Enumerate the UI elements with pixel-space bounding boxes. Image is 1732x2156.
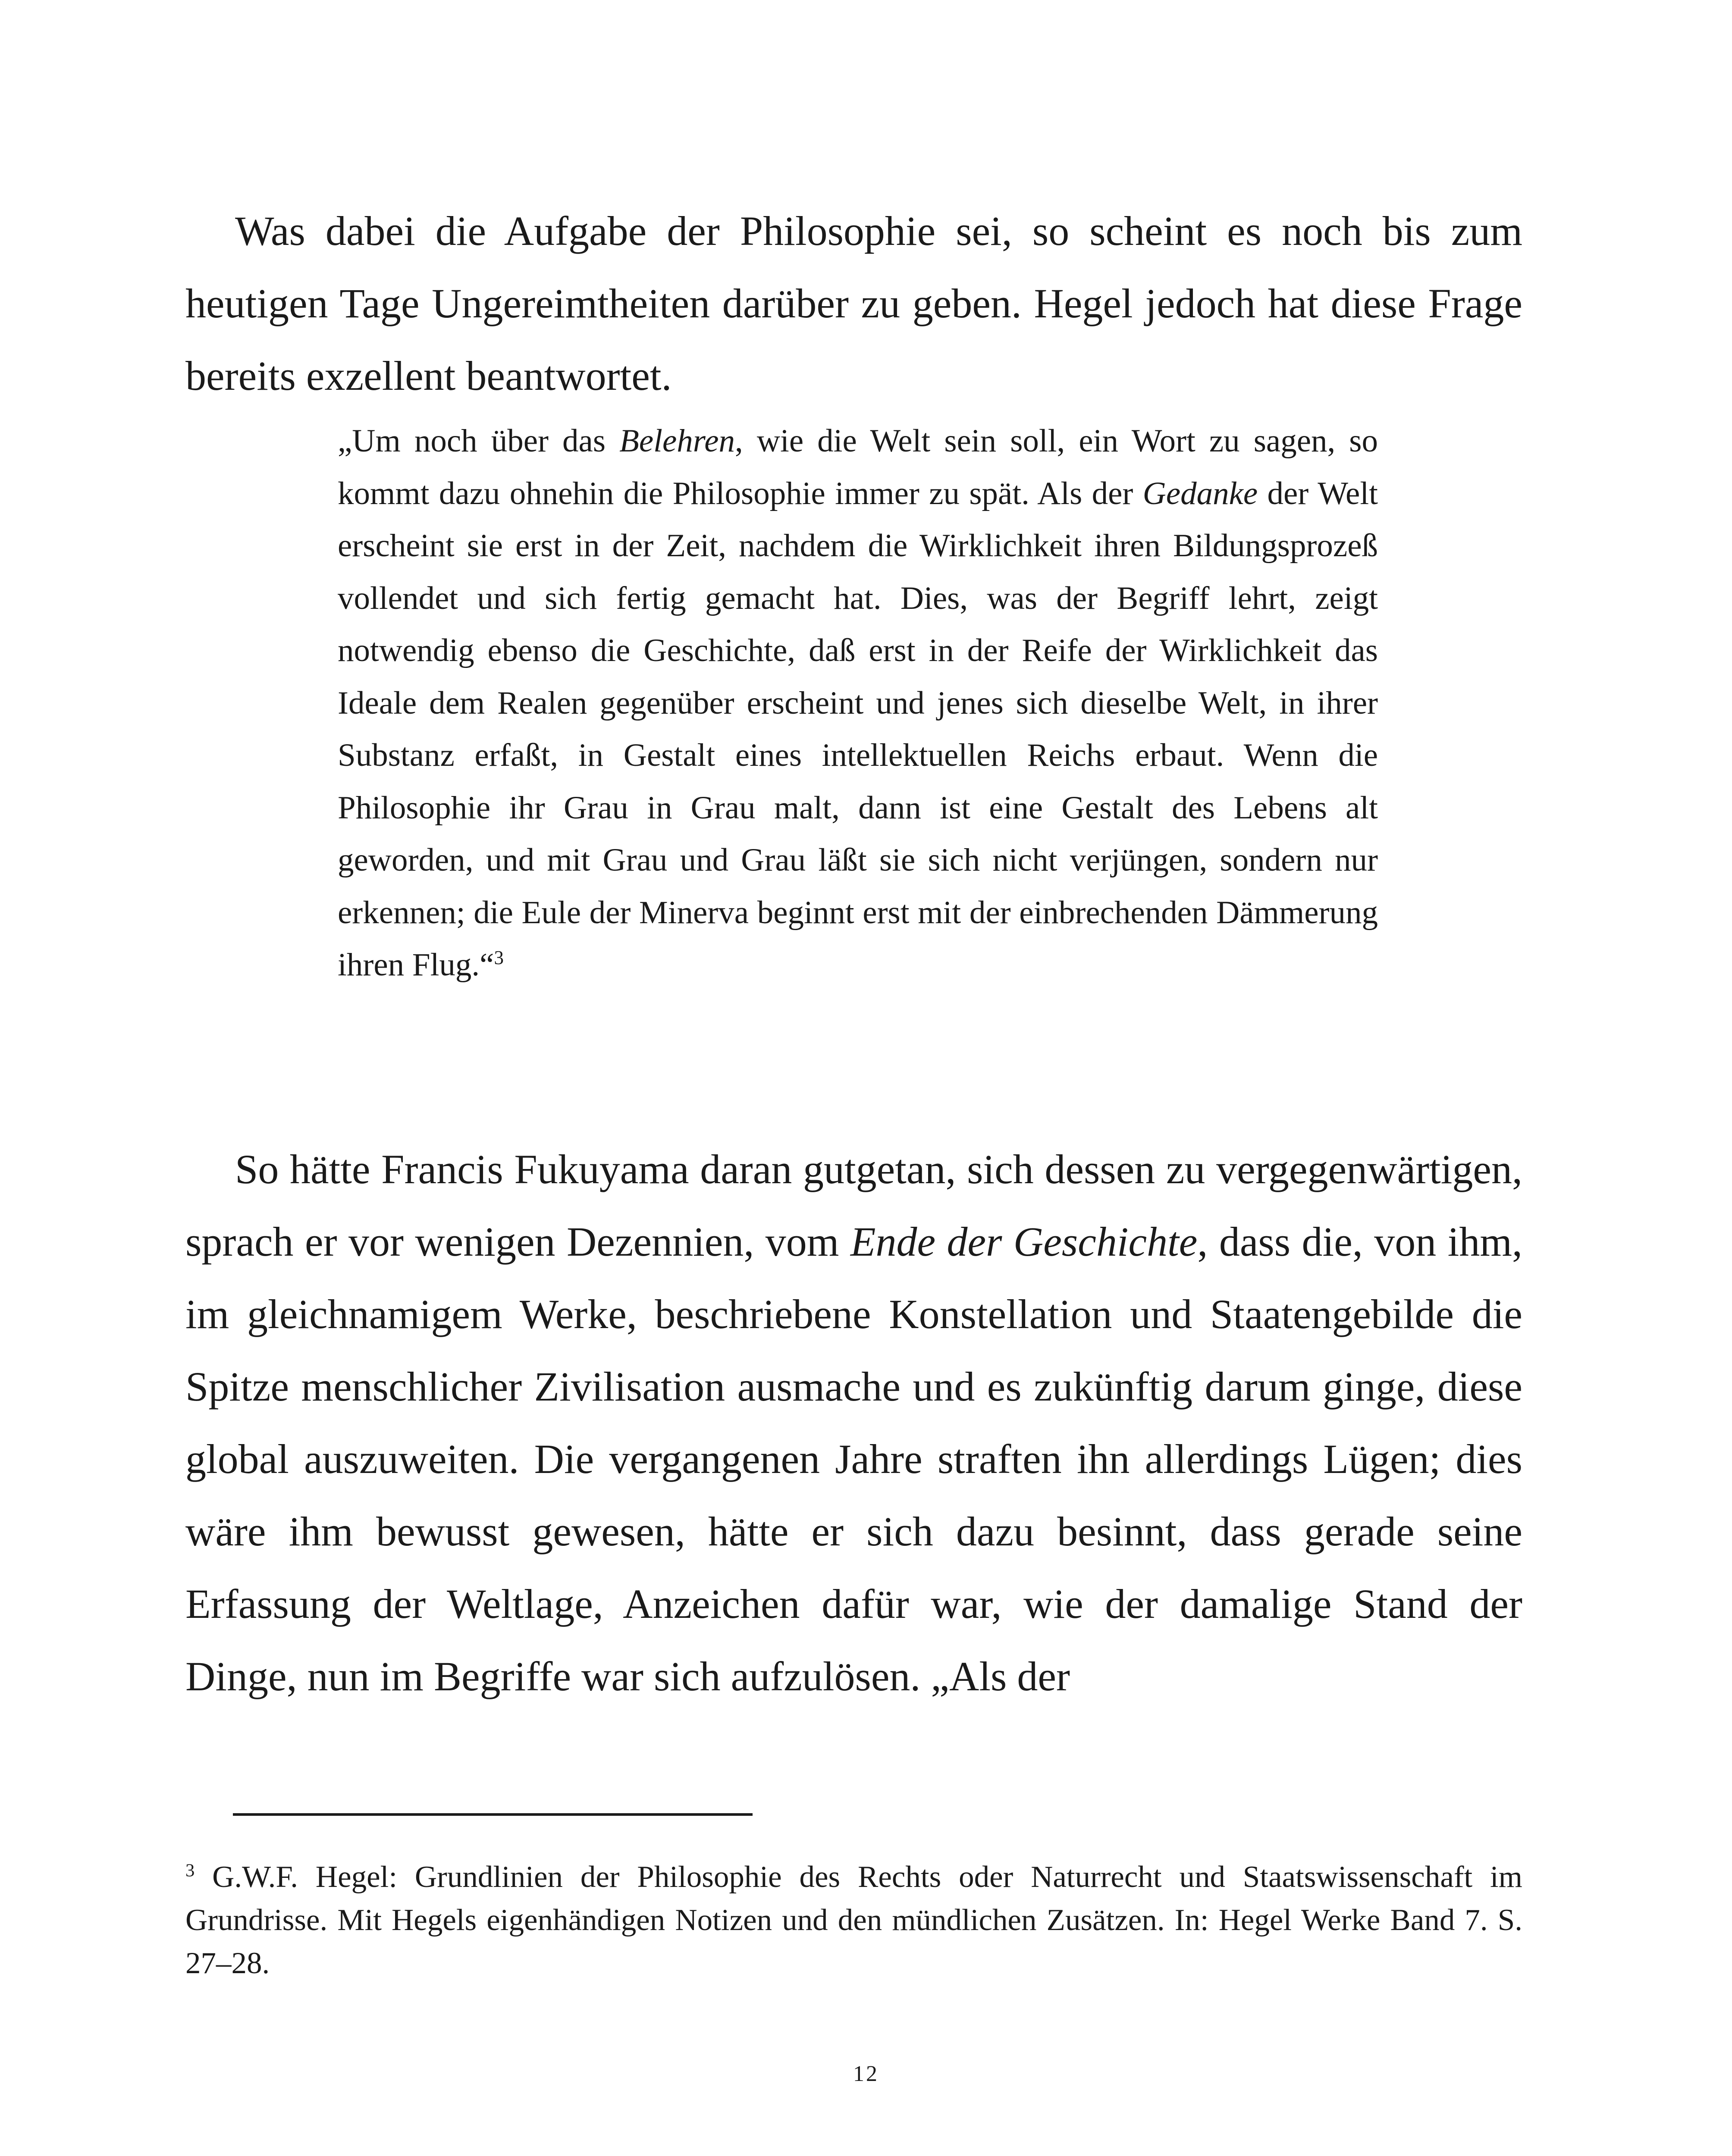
quote-text-3: der Welt erscheint sie erst in der Zeit, nachdem die Wirklichkeit ihren Bildungsprozeß vollendet und sich fertig gemacht hat. Dies, was der Begriff lehrt, zeigt notwendig ebenso die Geschichte, daß erst in der Reife der Wirklichkeit das Ideale dem Realen gegenüber erscheint und jenes sich dieselbe Welt, in ihrer Substanz erfaßt, in Gestalt eines intellektuellen Reichs erbaut. Wenn die Philosophie ihr Grau in Grau malt, dann ist eine Gestalt des Lebens alt geworden, und mit Grau und Grau läßt sie sich nicht verjüngen, sondern nur erkennen; die Eule der Minerva beginnt erst mit der einbrechenden Dämmerung ihren Flug.“	[338, 475, 1378, 983]
quote-italic-belehren: Belehren	[619, 423, 735, 459]
page-number: 12	[853, 2062, 879, 2086]
paragraph-2-italic-title: Ende der Geschichte	[850, 1219, 1198, 1265]
quote-italic-gedanke: Gedanke	[1142, 475, 1258, 511]
quote-text-2: , wie die Welt sein soll, ein Wort zu sagen, so kommt dazu ohnehin die Philosophie immer zu spät. Als der	[338, 423, 1378, 511]
paragraph-2-text-1: So hätte Francis Fukuyama daran gutgetan, sich dessen zu vergegenwärtigen, sprach er vor wenigen Dezennien, vom	[185, 1146, 1522, 1265]
footnote-reference[interactable]: 3	[494, 947, 504, 968]
body-paragraph-1	[185, 195, 1522, 412]
paragraph-1-text: Was dabei die Aufgabe der Philosophie sei, so scheint es noch bis zum heutigen Tage Ungereimtheiten darüber zu geben. Hegel jedoch hat diese Frage bereits exzellent beantwortet.	[185, 208, 1522, 399]
quote-text-1: „Um noch über das	[338, 423, 620, 459]
footnote	[185, 1855, 1522, 1985]
body-paragraph-2	[185, 1133, 1522, 1713]
footnote-text: G.W.F. Hegel: Grundlinien der Philosophie des Rechts oder Naturrecht und Staatswissenschaft im Grundrisse. Mit Hegels eigenhändigen Notizen und den mündlichen Zusätzen. In: Hegel Werke Band 7. S. 27–28.	[185, 1860, 1522, 1980]
hegel-quote	[338, 415, 1378, 991]
footnote-divider	[233, 1813, 753, 1816]
footnote-number: 3	[185, 1860, 195, 1881]
paragraph-2-text-2: , dass die, von ihm, im gleichnamigem Werke, beschriebene Konstellation und Staatengebilde die Spitze menschlicher Zivilisation ausmache und es zukünftig darum ginge, diese global auszuweiten. Die vergangenen Jahre straften ihn allerdings Lügen; dies wäre ihm bewusst gewesen, hätte er sich dazu besinnt, dass gerade seine Erfassung der Weltlage, Anzeichen dafür war, wie der damalige Stand der Dinge, nun im Begriffe war sich aufzulösen. „Als der	[185, 1219, 1523, 1699]
